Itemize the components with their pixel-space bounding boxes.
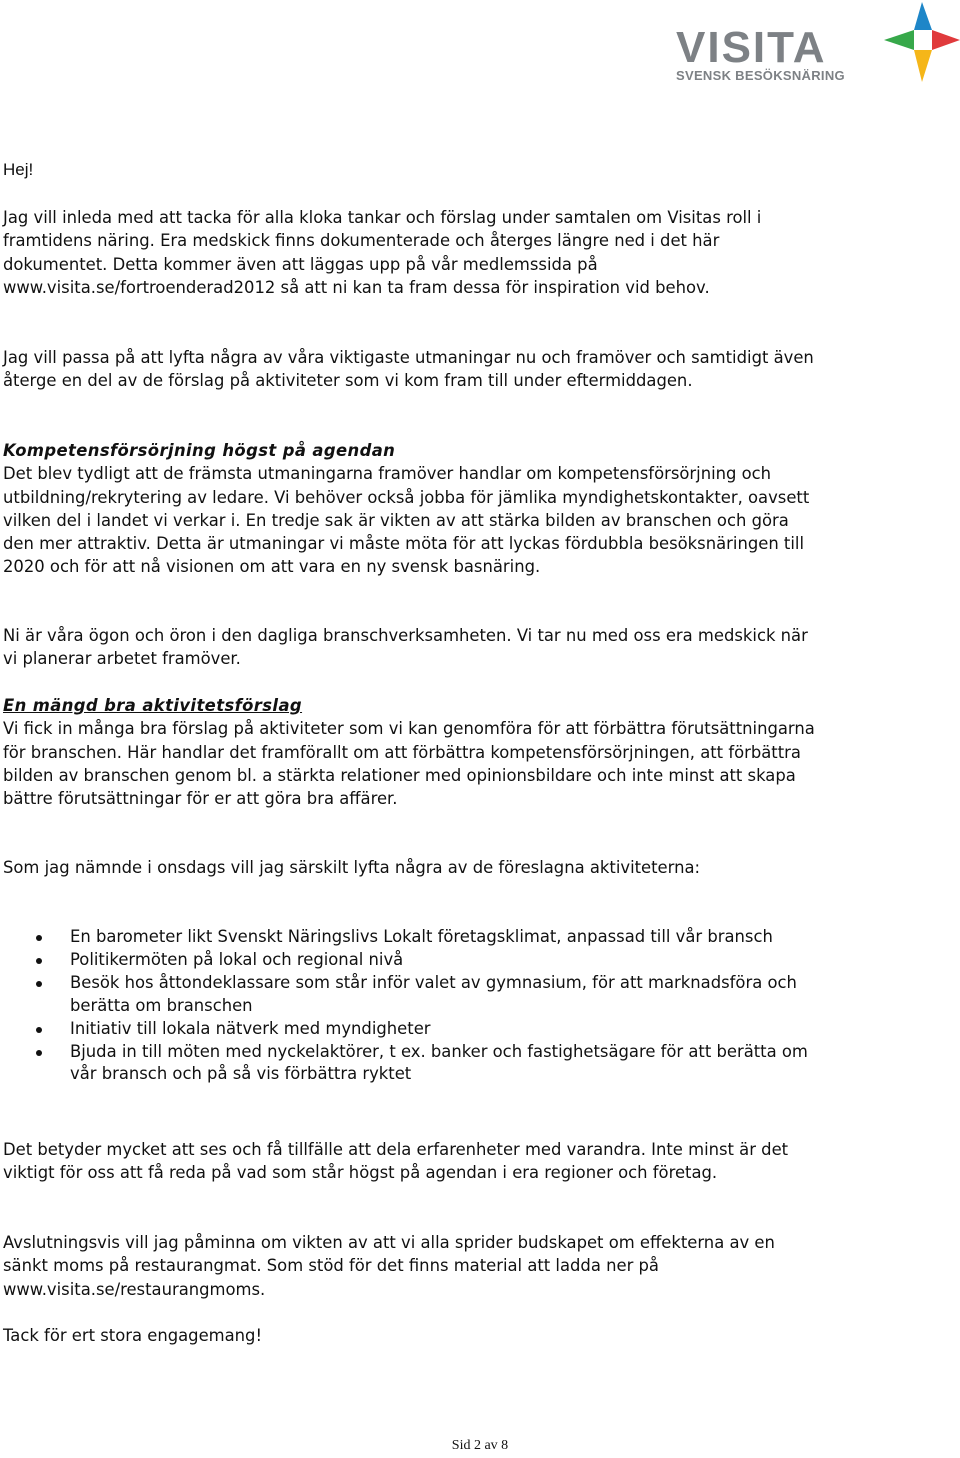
- bullet-icon: [36, 1027, 42, 1033]
- bullet-icon: [36, 981, 42, 987]
- paragraph-vat: Avslutningsvis vill jag påminna om vikten av att vi alla sprider budskapet om effekterna av en sänkt moms på restaurangmat. Som stöd för det finns material att ladda ner på www.visita.se/restaurangmoms.: [3, 1233, 775, 1299]
- section-heading: Kompetensförsörjning högst på agendan: [3, 441, 396, 460]
- logo-tagline-text: SVENSK BESÖKSNÄRING: [676, 68, 845, 83]
- activity-list: [3, 926, 823, 1086]
- logo-star-icon: [884, 2, 960, 82]
- section-text: Det blev tydligt att de främsta utmaningarna framöver handlar om kompetensförsörjning och utbildning/rekrytering av ledare. Vi behöver också jobba för jämlika myndighetskontakter, oavsett vilken del i landet vi verkar i. En tredje sak är vikten av att stärka bilden av branschen och göra den mer attraktiv. Detta är utmaningar vi måste möta för att lyckas fördubbla besöksnäringen till 2020 och för att nå visionen om att vara en ny svensk basnäring.: [3, 464, 810, 577]
- list-item: Bjuda in till möten med nyckelaktörer, t ex. banker och fastighetsägare för att berätta om vår bransch och på så vis förbättra ryktet: [3, 1041, 823, 1086]
- bullet-icon: [36, 1050, 42, 1056]
- list-item: Besök hos åttondeklassare som står inför valet av gymnasium, för att marknadsföra och berätta om branschen: [3, 972, 823, 1017]
- list-item: Initiativ till lokala nätverk med myndigheter: [3, 1018, 823, 1041]
- visita-logo: [670, 0, 960, 86]
- paragraph-eyes-ears: Ni är våra ögon och öron i den dagliga branschverksamheten. Vi tar nu med oss era medskick när vi planerar arbetet framöver.: [3, 626, 808, 669]
- bullet-icon: [36, 958, 42, 964]
- logo-brand-text: VISITA: [676, 23, 827, 72]
- closing-line: Tack för ert stora engagemang!: [3, 1326, 263, 1345]
- intro-paragraph: Jag vill inleda med att tacka för alla kloka tankar och förslag under samtalen om Visitas roll i framtidens näring. Era medskick finns dokumenterade och återges längre ned i det här dokumentet. Detta kommer även att läggas upp på vår medlemssida på www.visita.se/fortroenderad2012 så att ni kan ta fram dessa för inspiration vid behov.: [3, 208, 762, 297]
- paragraph-challenges: Jag vill passa på att lyfta några av våra viktigaste utmaningar nu och framöver och samtidigt även återge en del av de förslag på aktiviteter som vi kom fram till under eftermiddagen.: [3, 348, 814, 391]
- greeting: Hej!: [3, 160, 34, 179]
- paragraph-share-experience: Det betyder mycket att ses och få tillfälle att dela erfarenheter med varandra. Inte minst är det viktigt för oss att få reda på vad som står högst på agendan i era regioner och företag.: [3, 1140, 789, 1183]
- list-item: En barometer likt Svenskt Näringslivs Lokalt företagsklimat, anpassad till vår bransch: [3, 926, 823, 949]
- page-number: Sid 2 av 8: [451, 1438, 509, 1453]
- section-text: Vi fick in många bra förslag på aktiviteter som vi kan genomföra för att förbättra förutsättningarna för branschen. Här handlar det framförallt om att förbättra kompetensförsörjningen, att förbättra bilden av branschen genom bl. a stärkta relationer med opinionsbildare och inte minst att skapa bättre förutsättningar för er att göra bra affärer.: [3, 719, 815, 809]
- section-competence: [3, 439, 823, 579]
- section-activities: [3, 694, 823, 810]
- paragraph-intro-list: Som jag nämnde i onsdags vill jag särskilt lyfta några av de föreslagna aktiviteterna:: [3, 858, 701, 877]
- bullet-icon: [36, 935, 42, 941]
- list-item: Politikermöten på lokal och regional nivå: [3, 949, 823, 972]
- section-heading: En mängd bra aktivitetsförslag: [3, 696, 303, 715]
